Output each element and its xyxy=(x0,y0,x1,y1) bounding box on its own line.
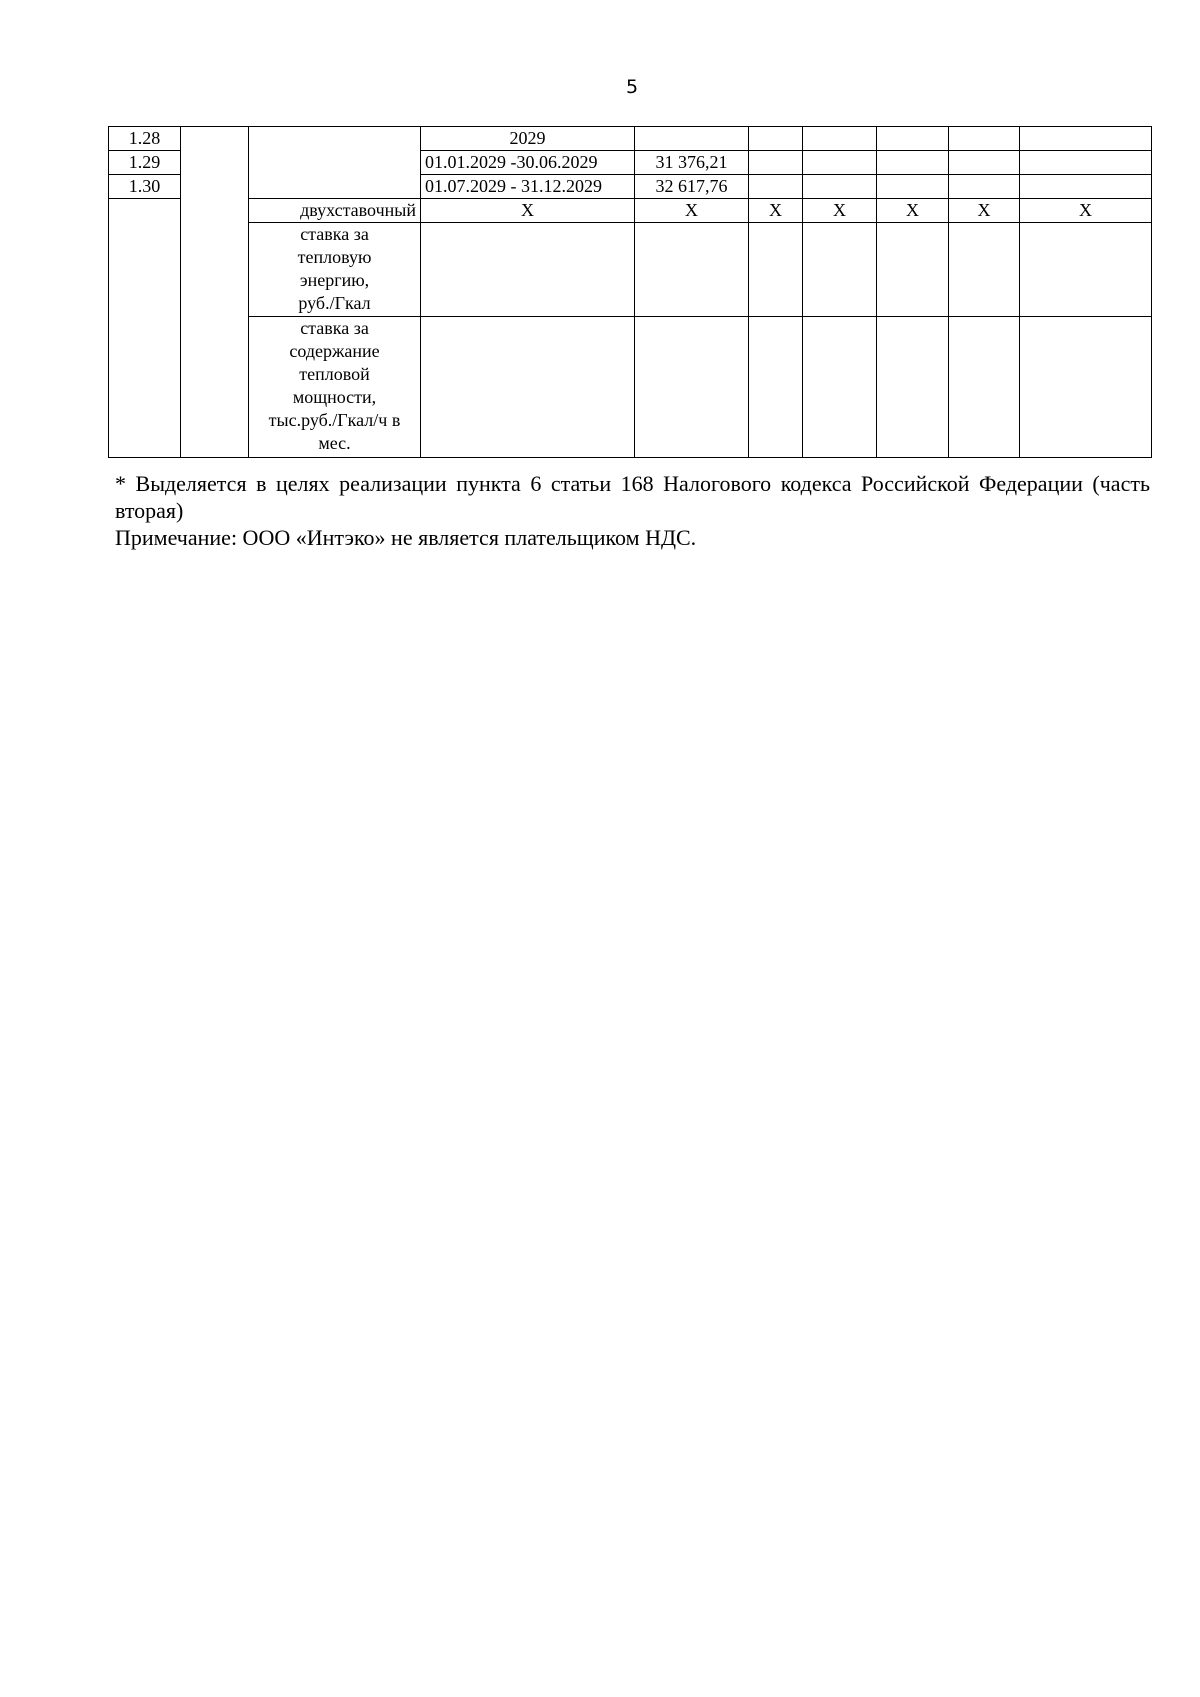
table-row-capacity-rate xyxy=(109,317,1152,458)
empty-cell xyxy=(635,317,749,458)
empty-cell xyxy=(749,127,803,151)
empty-cell xyxy=(949,151,1020,175)
capacity-rate-line: содержание xyxy=(289,341,380,361)
energy-rate-line: энергию, xyxy=(299,270,370,290)
empty-cell xyxy=(1020,175,1152,199)
empty-cell xyxy=(803,127,877,151)
tariff-type-label: двухставочный xyxy=(249,199,421,223)
empty-cell xyxy=(877,151,949,175)
period-cell: 01.07.2029 - 31.12.2029 xyxy=(421,175,635,199)
empty-merged-cell xyxy=(249,127,421,199)
period-cell: 01.01.2029 -30.06.2029 xyxy=(421,151,635,175)
row-number-cell: 1.29 xyxy=(109,151,181,175)
empty-cell xyxy=(749,223,803,317)
empty-cell xyxy=(877,223,949,317)
empty-cell xyxy=(421,223,635,317)
empty-cell xyxy=(635,223,749,317)
empty-cell xyxy=(949,317,1020,458)
table-row-energy-rate xyxy=(109,223,1152,317)
value-cell: 32 617,76 xyxy=(635,175,749,199)
value-cell xyxy=(635,127,749,151)
empty-cell xyxy=(749,317,803,458)
empty-cell xyxy=(421,317,635,458)
x-mark-cell: X xyxy=(421,199,635,223)
period-cell: 2029 xyxy=(421,127,635,151)
energy-rate-line: тепловую xyxy=(297,247,372,267)
x-mark-cell: X xyxy=(749,199,803,223)
empty-cell xyxy=(1020,127,1152,151)
empty-cell xyxy=(1020,223,1152,317)
vat-footnote: * Выделяется в целях реализации пункта 6 статьи 168 Налогового кодекса Российской Федерации (часть вторая) xyxy=(115,471,1150,523)
x-mark-cell: X xyxy=(877,199,949,223)
empty-cell xyxy=(803,317,877,458)
capacity-rate-line: ставка за xyxy=(300,318,369,338)
empty-cell xyxy=(803,223,877,317)
capacity-rate-line: мес. xyxy=(318,433,351,453)
x-mark-cell: X xyxy=(949,199,1020,223)
x-mark-cell: X xyxy=(635,199,749,223)
energy-rate-line: руб./Гкал xyxy=(298,293,371,313)
x-mark-cell: X xyxy=(1020,199,1152,223)
empty-merged-cell xyxy=(109,199,181,458)
empty-cell xyxy=(749,151,803,175)
empty-merged-cell xyxy=(181,127,249,458)
tariff-table xyxy=(108,126,1152,458)
empty-cell xyxy=(877,175,949,199)
notes-section xyxy=(115,470,1150,551)
capacity-rate-line: тепловой xyxy=(299,364,370,384)
empty-cell xyxy=(877,127,949,151)
table-row-1-28 xyxy=(109,127,1152,151)
empty-cell xyxy=(1020,151,1152,175)
capacity-rate-line: тыс.руб./Гкал/ч в xyxy=(268,410,401,430)
empty-cell xyxy=(803,175,877,199)
row-number-cell: 1.30 xyxy=(109,175,181,199)
table-row-two-part xyxy=(109,199,1152,223)
row-number-cell: 1.28 xyxy=(109,127,181,151)
energy-rate-line: ставка за xyxy=(300,224,369,244)
empty-cell xyxy=(1020,317,1152,458)
empty-cell xyxy=(749,175,803,199)
value-cell: 31 376,21 xyxy=(635,151,749,175)
empty-cell xyxy=(949,127,1020,151)
energy-rate-label xyxy=(249,223,421,317)
page-number: 5 xyxy=(625,76,639,98)
empty-cell xyxy=(949,223,1020,317)
x-mark-cell: X xyxy=(803,199,877,223)
empty-cell xyxy=(877,317,949,458)
vat-remark: Примечание: ООО «Интэко» не является плательщиком НДС. xyxy=(115,525,697,550)
capacity-rate-line: мощности, xyxy=(292,387,377,407)
capacity-rate-label xyxy=(249,317,421,458)
empty-cell xyxy=(949,175,1020,199)
empty-cell xyxy=(803,151,877,175)
